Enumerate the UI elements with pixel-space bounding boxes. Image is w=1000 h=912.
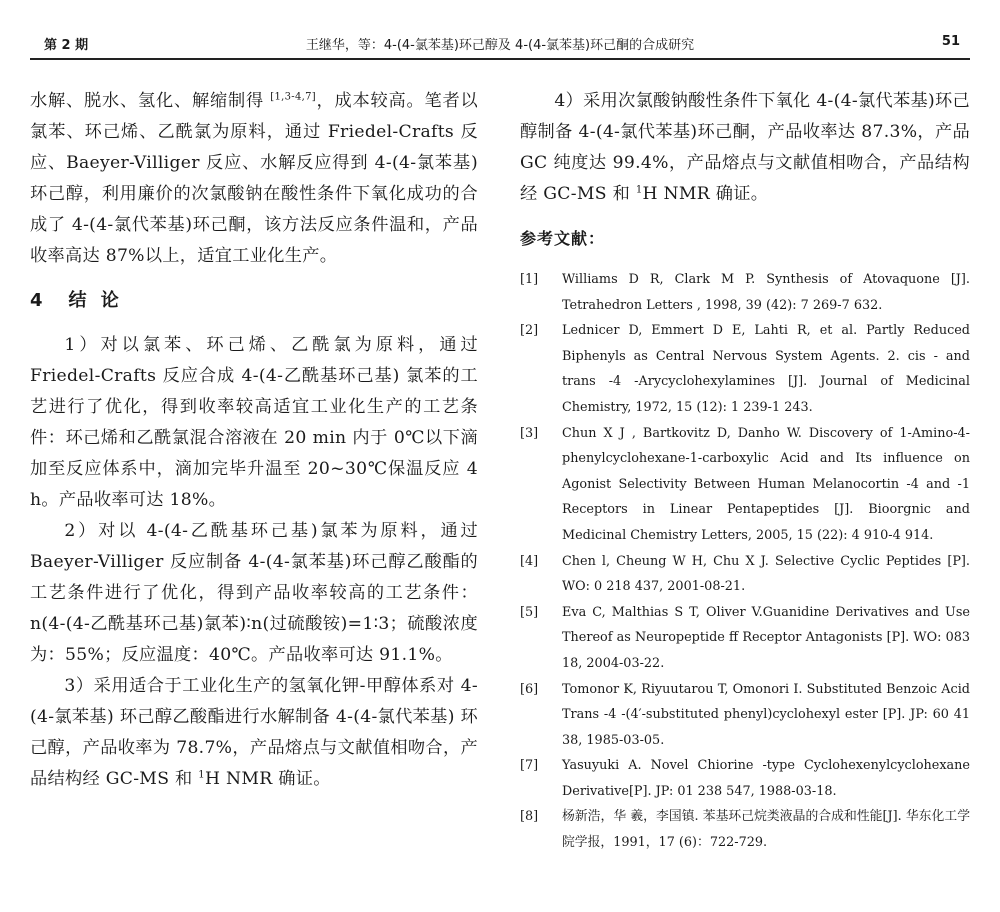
conclusion-4 [520, 86, 970, 210]
intro-paragraph [30, 86, 478, 272]
section-heading-conclusion: 4 结 论 [30, 290, 123, 311]
reference-item [520, 804, 970, 855]
reference-item [520, 267, 970, 318]
references-heading: 参考文献： [520, 229, 606, 248]
reference-number: [3] [520, 425, 539, 441]
reference-number: [7] [520, 758, 539, 774]
reference-number: [4] [520, 553, 539, 569]
conclusion-2: 2）对以 4-(4-乙酰基环己基)氯苯为原料，通过 Baeyer-Villiger 反应制备 4-(4-氯苯基)环己醇乙酸酯的工艺条件进行了优化，得到产品收率较高的工艺条件：n(4-(4-乙酰基环己基)氯苯)∶n(过硫酸铵)=1∶3；硫酸浓度为：55%；反应温度：40℃。产品收率可达 91.1%。 [30, 521, 478, 665]
reference-item [520, 677, 970, 754]
reference-text: Eva C, Malthias S T, Oliver V.Guanidine Derivatives and Use Thereof as Neuropeptide ff Receptor Antagonists [P]. WO: 083 18, 2004-03-22. [562, 604, 970, 671]
reference-text: Yasuyuki A. Novel Chiorine -type Cyclohexenylcyclohexane Derivative[P]. JP: 01 238 547, 1988-03-18. [562, 758, 970, 799]
reference-text: Chun X J , Bartkovitz D, Danho W. Discovery of 1-Amino-4-phenylcyclohexane-1-carboxylic Acid and Its influence on Agonist Selectivity Between Human Melanocortin -4 and -1 Receptors in Linear Pentapeptides [J]. Bioorgnic and Medicinal Chemistry Letters, 2005, 15 (22): 4 910-4 914. [562, 425, 970, 543]
reference-text: Chen l, Cheung W H, Chu X J. Selective Cyclic Peptides [P]. WO: 0 218 437, 2001-08-21. [562, 553, 970, 595]
conclusion-4-text-a: 4）采用次氯酸钠酸性条件下氧化 4-(4-氯代苯基)环己醇制备 4-(4-氯代苯基)环己酮，产品收率达 87.3%，产品 GC 纯度达 99.4%，产品熔点与文献值相吻合，产品结构经 GC-MS 和 [520, 91, 970, 204]
reference-item [520, 318, 970, 420]
issue-label: 第 2 期 [44, 38, 89, 53]
header-rule [30, 58, 970, 60]
reference-text: 杨新浩，华 羲，李国镇. 苯基环己烷类液晶的合成和性能[J]. 华东化工学院学报，1991，17 (6)：722-729. [562, 809, 970, 851]
left-column [30, 86, 478, 795]
reference-text: Tomonor K, Riyuutarou T, Omonori I. Substituted Benzoic Acid Trans -4 -(4′-substituted phenyl)cyclohexyl ester [P]. JP: 60 41 38, 1985-03-05. [562, 681, 970, 748]
conclusion-3-text-a: 3）采用适合于工业化生产的氢氧化钾-甲醇体系对 4-(4-氯苯基) 环己醇乙酸酯进行水解制备 4-(4-氯代苯基) 环己醇，产品收率为 78.7%，产品熔点与文献值相吻合，产品结构经 GC-MS 和 [30, 676, 478, 789]
reference-item [520, 421, 970, 549]
reference-item [520, 753, 970, 804]
reference-item [520, 549, 970, 600]
reference-number: [2] [520, 323, 539, 339]
isotope-superscript: 1 [635, 184, 643, 196]
reference-number: [6] [520, 681, 539, 697]
conclusion-3 [30, 671, 478, 795]
reference-list [520, 267, 970, 856]
page-number: 51 [941, 34, 960, 49]
conclusion-1: 1）对以氯苯、环己烯、乙酰氯为原料，通过 Friedel-Crafts 反应合成 4-(4-乙酰基环己基) 氯苯的工艺进行了优化，得到收率较高适宜工业化生产的工艺条件：环己烯和乙酰氯混合溶液在 20 min 内于 0℃以下滴加至反应体系中，滴加完毕升温至 20~30℃保温反应 4 h。产品收率可达 18%。 [30, 335, 478, 510]
intro-text-b: ，成本较高。笔者以氯苯、环己烯、乙酰氯为原料，通过 Friedel-Crafts 反应、Baeyer-Villiger 反应、水解反应得到 4-(4-氯苯基)环己醇，利用廉价的次氯酸钠在酸性条件下氧化成功的合成了 4-(4-氯代苯基)环己酮，该方法反应条件温和，产品收率高达 87%以上，适宜工业化生产。 [30, 91, 479, 266]
running-header [30, 30, 970, 56]
reference-number: [5] [520, 604, 539, 620]
right-column [520, 86, 970, 856]
reference-text: Lednicer D, Emmert D E, Lahti R, et al. Partly Reduced Biphenyls as Central Nervous System Agents. 2. cis - and trans -4 -Arycyclohexylamines [J]. Journal of Medicinal Chemistry, 1972, 15 (12): 1 239-1 243. [562, 323, 970, 415]
reference-item [520, 600, 970, 677]
reference-number: [8] [520, 809, 539, 825]
running-title: 王继华，等：4-(4-氯苯基)环己醇及 4-(4-氯苯基)环己酮的合成研究 [305, 38, 695, 53]
conclusion-3-text-b: H NMR 确证。 [204, 769, 331, 789]
intro-text-a: 水解、脱水、氢化、解缩制得 [30, 91, 271, 111]
citation-marker: [1,3-4,7] [270, 91, 316, 103]
isotope-superscript: 1 [198, 769, 205, 781]
conclusion-4-text-b: H NMR 确证。 [642, 184, 769, 204]
reference-text: Williams D R, Clark M P. Synthesis of Atovaquone [J]. Tetrahedron Letters , 1998, 39 (42): 7 269-7 632. [562, 272, 970, 313]
reference-number: [1] [520, 272, 539, 287]
